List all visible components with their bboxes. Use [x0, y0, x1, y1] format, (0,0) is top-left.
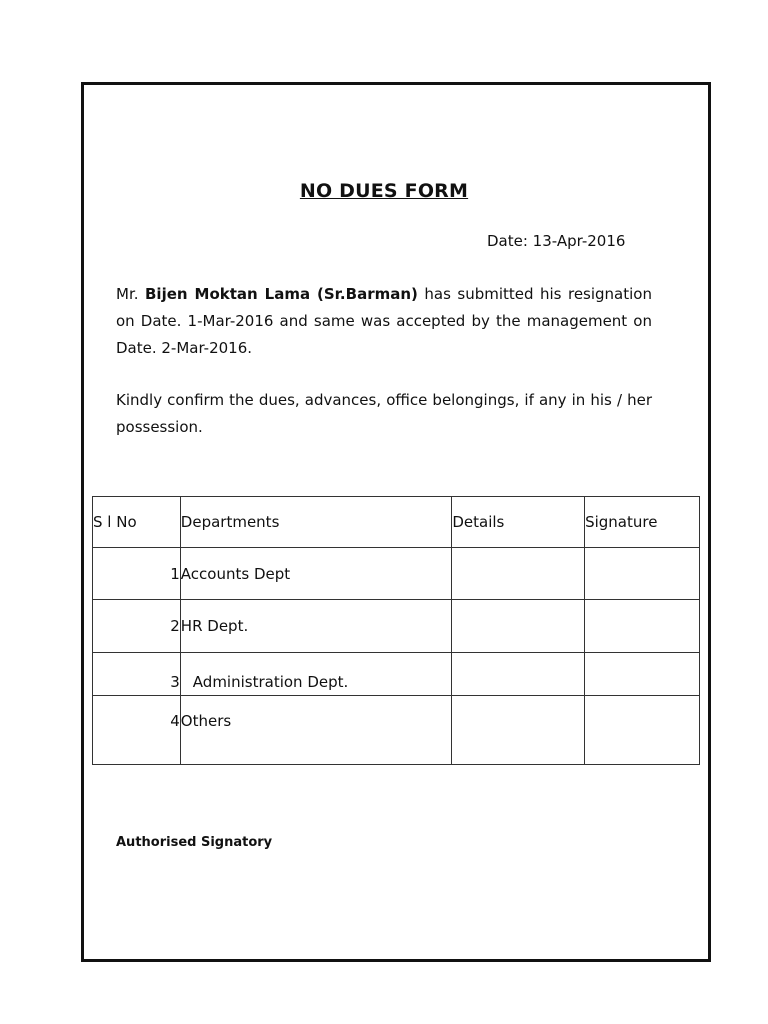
para-suffix: has submitted his resignation on Date. 1-Mar-2016 and same was accepted by the management on Date. 2-Mar-2016. [116, 285, 652, 357]
row-sl-no: 3 [93, 653, 181, 696]
row-sl-no: 1 [93, 548, 181, 600]
row-sl-no: 4 [93, 696, 181, 765]
row-signature-cell[interactable] [585, 600, 700, 653]
row-details-cell[interactable] [452, 600, 585, 653]
row-department: HR Dept. [180, 600, 452, 653]
row-department: Others [180, 696, 452, 765]
table-header-row [93, 497, 700, 548]
para-prefix: Mr. [116, 285, 145, 303]
row-sl-no: 2 [93, 600, 181, 653]
header-details: Details [452, 497, 585, 548]
row-details-cell[interactable] [452, 696, 585, 765]
form-date: Date: 13-Apr-2016 [487, 232, 626, 250]
dues-table [92, 496, 700, 765]
header-signature: Signature [585, 497, 700, 548]
row-department: Administration Dept. [180, 653, 452, 696]
table-row [93, 696, 700, 765]
header-sl-no: S l No [93, 497, 181, 548]
row-details-cell[interactable] [452, 548, 585, 600]
row-signature-cell[interactable] [585, 548, 700, 600]
row-signature-cell[interactable] [585, 653, 700, 696]
table-row [93, 600, 700, 653]
header-departments: Departments [180, 497, 452, 548]
table-row [93, 653, 700, 696]
row-details-cell[interactable] [452, 653, 585, 696]
confirmation-paragraph: Kindly confirm the dues, advances, office belongings, if any in his / her possession. [116, 391, 652, 436]
form-title: NO DUES FORM [299, 180, 469, 202]
employee-name: Bijen Moktan Lama (Sr.Barman) [145, 285, 418, 303]
authorised-signatory: Authorised Signatory [116, 835, 273, 850]
table-row [93, 548, 700, 600]
resignation-paragraph [116, 281, 652, 362]
row-department: Accounts Dept [180, 548, 452, 600]
row-signature-cell[interactable] [585, 696, 700, 765]
